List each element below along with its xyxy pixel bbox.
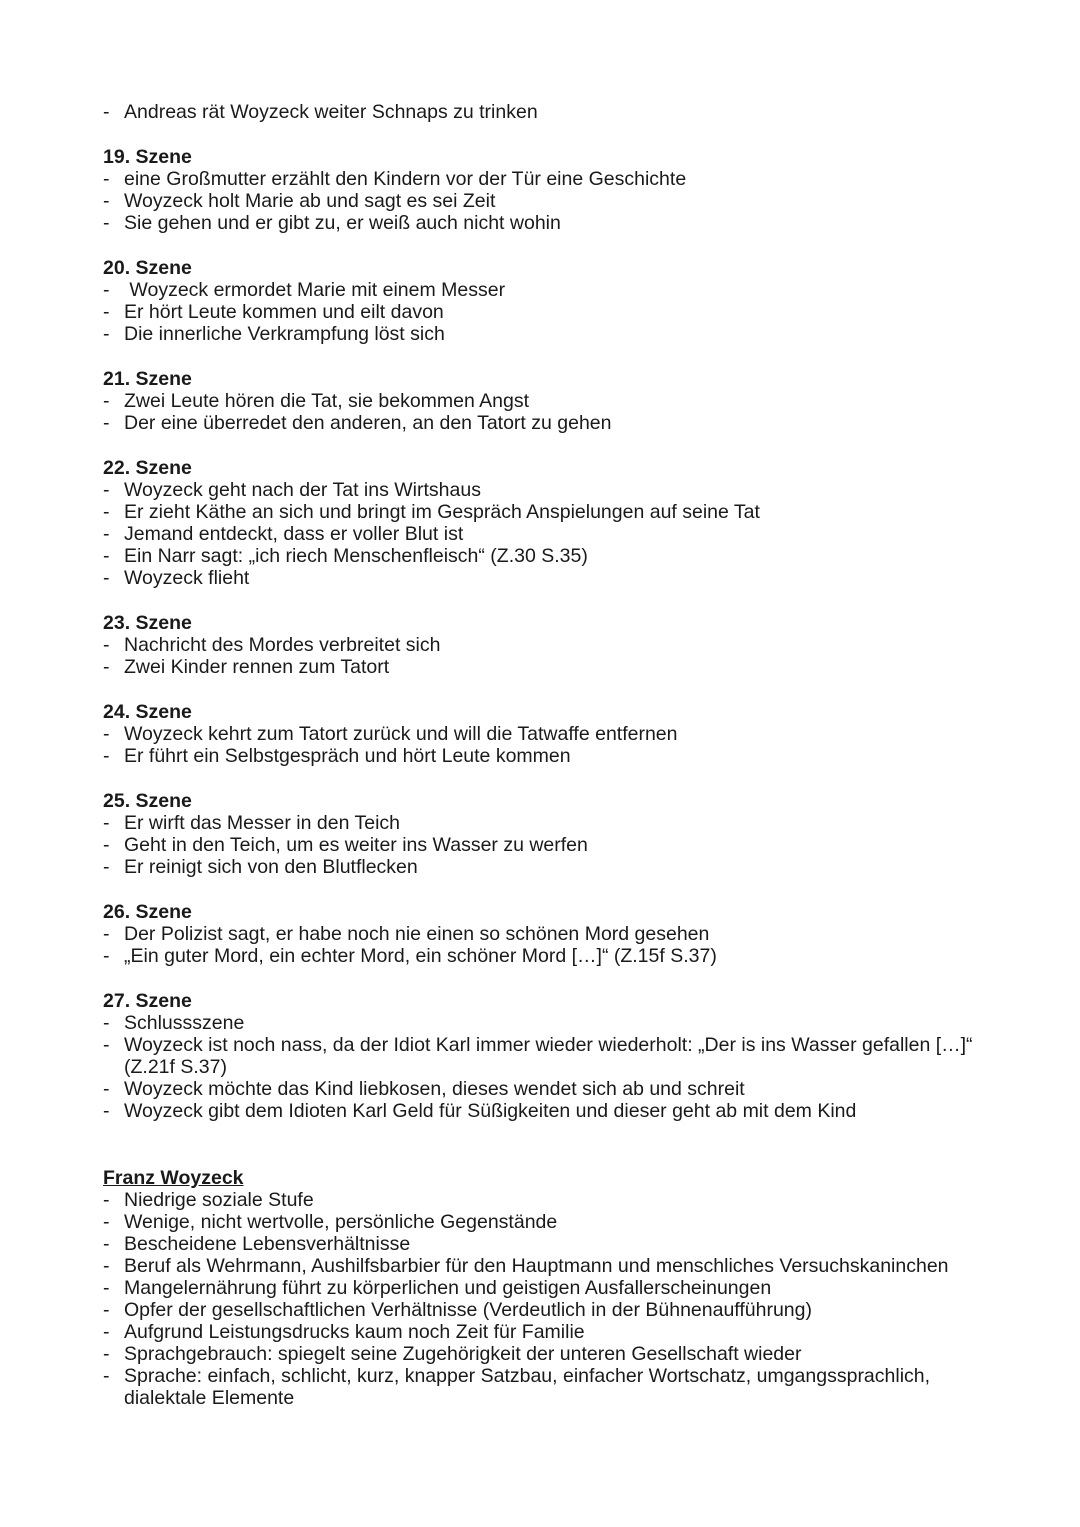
scene-list	[103, 723, 983, 767]
list-item: - Er zieht Käthe an sich und bringt im Gespräch Anspielungen auf seine Tat	[103, 501, 983, 523]
character-list	[103, 1189, 983, 1409]
scene-list	[103, 923, 983, 967]
document-page	[103, 101, 983, 1409]
scene-21-section	[103, 368, 983, 434]
list-item: - Beruf als Wehrmann, Aushilfsbarbier für den Hauptmann und menschliches Versuchskaninchen	[103, 1255, 983, 1277]
list-item: - Woyzeck kehrt zum Tatort zurück und will die Tatwaffe entfernen	[103, 723, 983, 745]
list-item: - Mangelernährung führt zu körperlichen und geistigen Ausfallerscheinungen	[103, 1277, 983, 1299]
list-item: - Jemand entdeckt, dass er voller Blut ist	[103, 523, 983, 545]
scene-27-section	[103, 990, 983, 1122]
list-item: - Bescheidene Lebensverhältnisse	[103, 1233, 983, 1255]
character-heading: Franz Woyzeck	[103, 1167, 244, 1189]
scene-20-section	[103, 257, 983, 345]
scene-list	[103, 1012, 983, 1122]
list-item: - Andreas rät Woyzeck weiter Schnaps zu trinken	[103, 101, 983, 123]
list-item: - Woyzeck geht nach der Tat ins Wirtshaus	[103, 479, 983, 501]
list-item: - Er hört Leute kommen und eilt davon	[103, 301, 983, 323]
list-item: - Der eine überredet den anderen, an den Tatort zu gehen	[103, 412, 983, 434]
list-item: - Die innerliche Verkrampfung löst sich	[103, 323, 983, 345]
list-item: - Woyzeck möchte das Kind liebkosen, dieses wendet sich ab und schreit	[103, 1078, 983, 1100]
list-item: - Zwei Leute hören die Tat, sie bekommen Angst	[103, 390, 983, 412]
scene-heading: 22. Szene	[103, 457, 192, 479]
scene-heading: 24. Szene	[103, 701, 192, 723]
list-item: - Woyzeck flieht	[103, 567, 983, 589]
scene-list	[103, 479, 983, 589]
scene-25-section	[103, 790, 983, 878]
list-item: - Sie gehen und er gibt zu, er weiß auch nicht wohin	[103, 212, 983, 234]
scene-heading: 19. Szene	[103, 146, 192, 168]
scene-26-section	[103, 901, 983, 967]
list-item: - Sprachgebrauch: spiegelt seine Zugehörigkeit der unteren Gesellschaft wieder	[103, 1343, 983, 1365]
list-item: - Sprache: einfach, schlicht, kurz, knapper Satzbau, einfacher Wortschatz, umgangssprachlich, dialektale Elemente	[103, 1365, 983, 1409]
list-item: - Nachricht des Mordes verbreitet sich	[103, 634, 983, 656]
scene-heading: 27. Szene	[103, 990, 192, 1012]
list-item: - Opfer der gesellschaftlichen Verhältnisse (Verdeutlich in der Bühnenaufführung)	[103, 1299, 983, 1321]
list-item: - Ein Narr sagt: „ich riech Menschenfleisch“ (Z.30 S.35)	[103, 545, 983, 567]
list-item: - Schlussszene	[103, 1012, 983, 1034]
list-item: - Wenige, nicht wertvolle, persönliche Gegenstände	[103, 1211, 983, 1233]
list-item: - Woyzeck ist noch nass, da der Idiot Karl immer wieder wiederholt: „Der is ins Wasser gefallen […]“ (Z.21f S.37)	[103, 1034, 983, 1078]
character-section	[103, 1167, 983, 1409]
list-item: - Woyzeck holt Marie ab und sagt es sei Zeit	[103, 190, 983, 212]
intro-list	[103, 101, 983, 123]
list-item: - Zwei Kinder rennen zum Tatort	[103, 656, 983, 678]
list-item: - eine Großmutter erzählt den Kindern vor der Tür eine Geschichte	[103, 168, 983, 190]
scene-list	[103, 390, 983, 434]
scene-heading: 26. Szene	[103, 901, 192, 923]
list-item: - Er reinigt sich von den Blutflecken	[103, 856, 983, 878]
scene-heading: 25. Szene	[103, 790, 192, 812]
scene-heading: 21. Szene	[103, 368, 192, 390]
scene-23-section	[103, 612, 983, 678]
scene-list	[103, 634, 983, 678]
scene-heading: 23. Szene	[103, 612, 192, 634]
list-item: - Der Polizist sagt, er habe noch nie einen so schönen Mord gesehen	[103, 923, 983, 945]
list-item: - „Ein guter Mord, ein echter Mord, ein schöner Mord […]“ (Z.15f S.37)	[103, 945, 983, 967]
scene-19-section	[103, 146, 983, 234]
scene-list	[103, 279, 983, 345]
scene-list	[103, 812, 983, 878]
scene-heading: 20. Szene	[103, 257, 192, 279]
list-item: - Aufgrund Leistungsdrucks kaum noch Zeit für Familie	[103, 1321, 983, 1343]
list-item: - Woyzeck gibt dem Idioten Karl Geld für Süßigkeiten und dieser geht ab mit dem Kind	[103, 1100, 983, 1122]
scene-list	[103, 168, 983, 234]
scene-24-section	[103, 701, 983, 767]
list-item: - Er wirft das Messer in den Teich	[103, 812, 983, 834]
list-item: - Geht in den Teich, um es weiter ins Wasser zu werfen	[103, 834, 983, 856]
list-item: - Woyzeck ermordet Marie mit einem Messer	[103, 279, 983, 301]
list-item: - Niedrige soziale Stufe	[103, 1189, 983, 1211]
scene-22-section	[103, 457, 983, 589]
list-item: - Er führt ein Selbstgespräch und hört Leute kommen	[103, 745, 983, 767]
